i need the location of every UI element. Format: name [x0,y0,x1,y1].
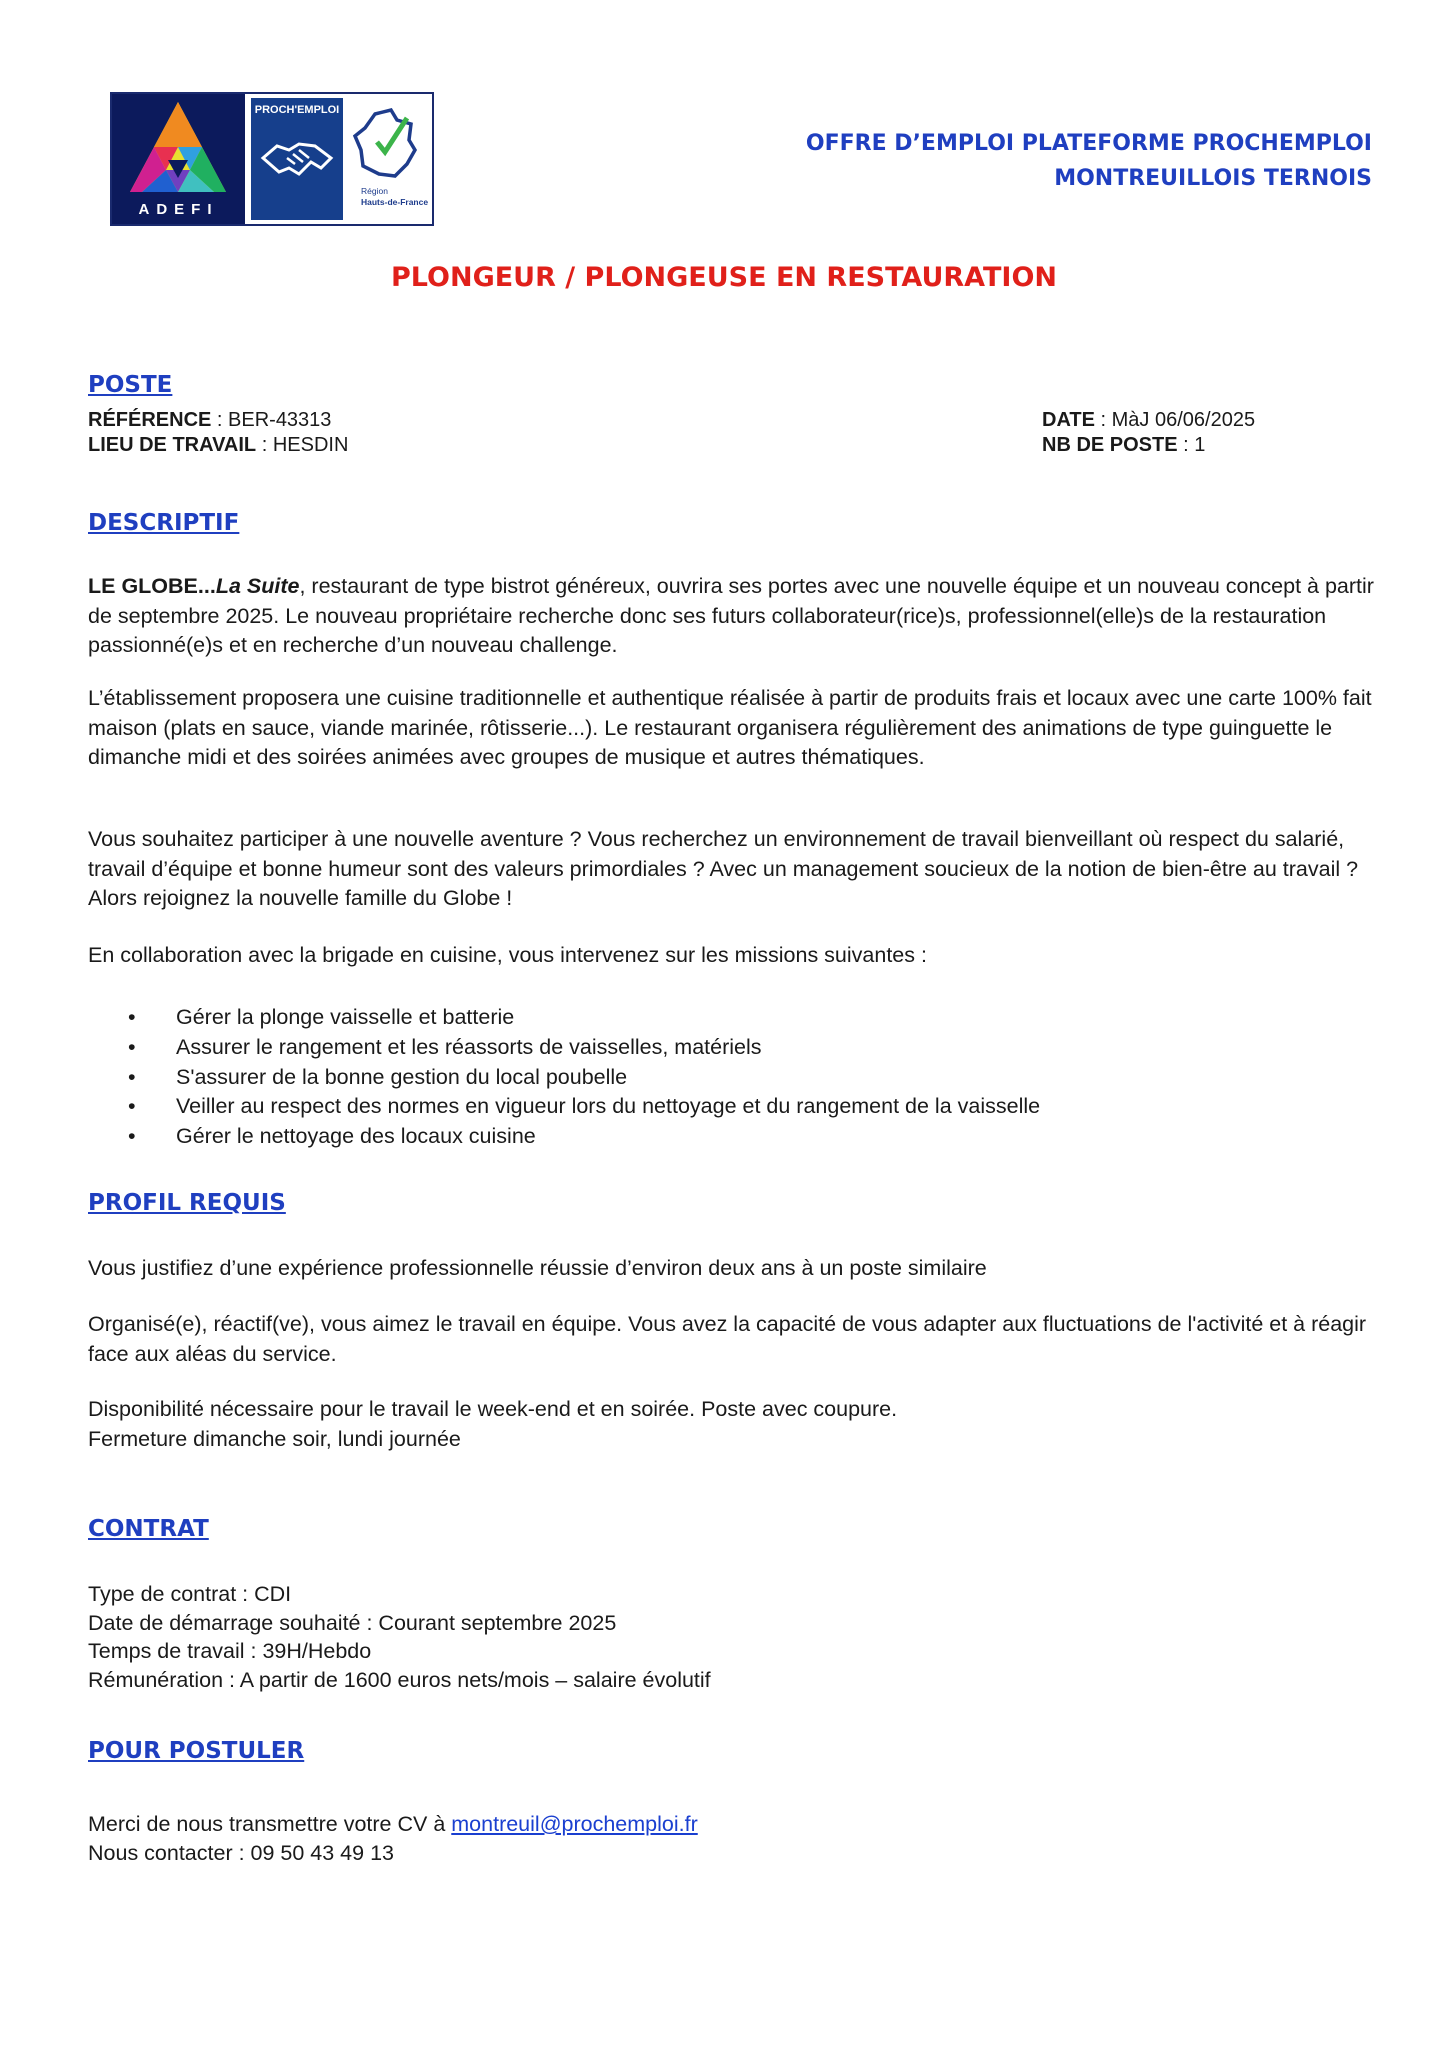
date-label: DATE [1042,409,1095,431]
region-label [361,186,428,208]
profil-p3-line2: Fermeture dimanche soir, lundi journée [88,1426,461,1451]
adefi-logo [112,94,245,224]
missions-list [128,1003,1040,1152]
handshake-icon [259,128,335,188]
restaurant-name: LE GLOBE... [88,574,216,598]
contrat-type: Type de contrat : CDI [88,1582,292,1606]
france-map-icon [351,106,421,182]
nb-poste-row [1042,433,1205,458]
cv-text: Merci de nous transmettre votre CV à [88,1812,452,1836]
profil-paragraph-2: Organisé(e), réactif(ve), vous aimez le travail en équipe. Vous avez la capacité de vous adapter aux fluctuations de l'activité et à réagir face aux aléas du service. [88,1312,1367,1366]
date-row [1042,408,1255,433]
nb-poste-label: NB DE POSTE [1042,434,1178,456]
email-link[interactable]: montreuil@prochemploi.fr [451,1812,698,1836]
adefi-label: ADEFI [138,201,219,218]
reference-label: RÉFÉRENCE [88,409,212,431]
profil-paragraph-3 [88,1395,1378,1454]
descriptif-paragraph-3: Vous souhaitez participer à une nouvelle aventure ? Vous recherchez un environnement de travail bienveillant où respect du salarié, travail d’équipe et bonne humeur sont des valeurs primordiales ? Avec un management soucieux de la notion de bien-être au travail ? Alors rejoignez la nouvelle famille du Globe ! [88,827,1359,910]
restaurant-name-suffix: La Suite [215,574,300,598]
descriptif-paragraph-4: En collaboration avec la brigade en cuisine, vous intervenez sur les missions suivantes : [88,943,927,967]
profil-paragraph-1: Vous justifiez d’une expérience professionnelle réussie d’environ deux ans à un poste similaire [88,1256,987,1280]
cv-line [88,1810,1378,1839]
logo-banner [110,92,434,226]
header-line2: MONTREUILLOIS TERNOIS [1054,166,1372,191]
descriptif-paragraph-2: L’établissement proposera une cuisine traditionnelle et authentique réalisée à partir de produits frais et locaux avec une carte 100% fait maison (plats en sauce, viande marinée, rôtisserie...). Le restaurant organisera régulièrement des animations de type guinguette le dimanche midi et des soirées animées avec groupes de musique et autres thématiques. [88,686,1372,769]
lieu-value: : HESDIN [256,434,349,456]
list-item: • Gérer le nettoyage des locaux cuisine [128,1122,1040,1152]
region-logo [343,94,429,224]
descriptif-p1-text: , restaurant de type bistrot généreux, ouvrira ses portes avec une nouvelle équipe et un nouveau concept à partir de septembre 2025. Le nouveau propriétaire recherche donc ses futurs collaborateur(rice)s, professionnel(elle)s de la restauration passionné(e)s et en recherche d’un nouveau challenge. [88,574,1374,657]
list-item: • Assurer le rangement et les réassorts de vaisselles, matériels [128,1033,1040,1063]
list-item: • Veiller au respect des normes en vigueur lors du nettoyage et du rangement de la vaisselle [128,1092,1040,1122]
contact-line: Nous contacter : 09 50 43 49 13 [88,1841,394,1865]
header-title [806,126,1372,196]
section-poste-heading: POSTE [88,372,173,398]
profil-p3-line1: Disponibilité nécessaire pour le travail le week-end et en soirée. Poste avec coupure. [88,1397,898,1421]
section-contrat-heading: CONTRAT [88,1516,209,1542]
contrat-temps: Temps de travail : 39H/Hebdo [88,1639,372,1663]
lieu-label: LIEU DE TRAVAIL [88,434,257,456]
lieu-row [88,433,348,458]
date-value: : MàJ 06/06/2025 [1094,409,1256,431]
list-item: • Gérer la plonge vaisselle et batterie [128,1003,1040,1033]
nb-poste-value: : 1 [1177,434,1206,456]
prochemploi-label: PROCH'EMPLOI [254,104,340,116]
contrat-remuneration: Rémunération : A partir de 1600 euros nets/mois – salaire évolutif [88,1667,711,1692]
list-item: • S'assurer de la bonne gestion du local poubelle [128,1063,1040,1093]
postuler-details [88,1810,1378,1868]
section-profil-heading: PROFIL REQUIS [88,1190,286,1216]
descriptif-paragraph-1 [88,572,1378,661]
section-postuler-heading: POUR POSTULER [88,1738,305,1764]
adefi-triangle-icon [128,100,228,196]
region-line1: Région [361,186,388,196]
job-title: PLONGEUR / PLONGEUSE EN RESTAURATION [391,262,1057,293]
header-line1: OFFRE D’EMPLOI PLATEFORME PROCHEMPLOI [805,131,1372,156]
prochemploi-logo [251,98,343,220]
reference-row [88,408,331,433]
region-line2: Hauts-de-France [361,197,429,207]
section-descriptif-heading: DESCRIPTIF [88,510,240,536]
contrat-details [88,1580,1378,1694]
reference-value: : BER-43313 [211,409,332,431]
contrat-demarrage: Date de démarrage souhaité : Courant septembre 2025 [88,1610,617,1635]
